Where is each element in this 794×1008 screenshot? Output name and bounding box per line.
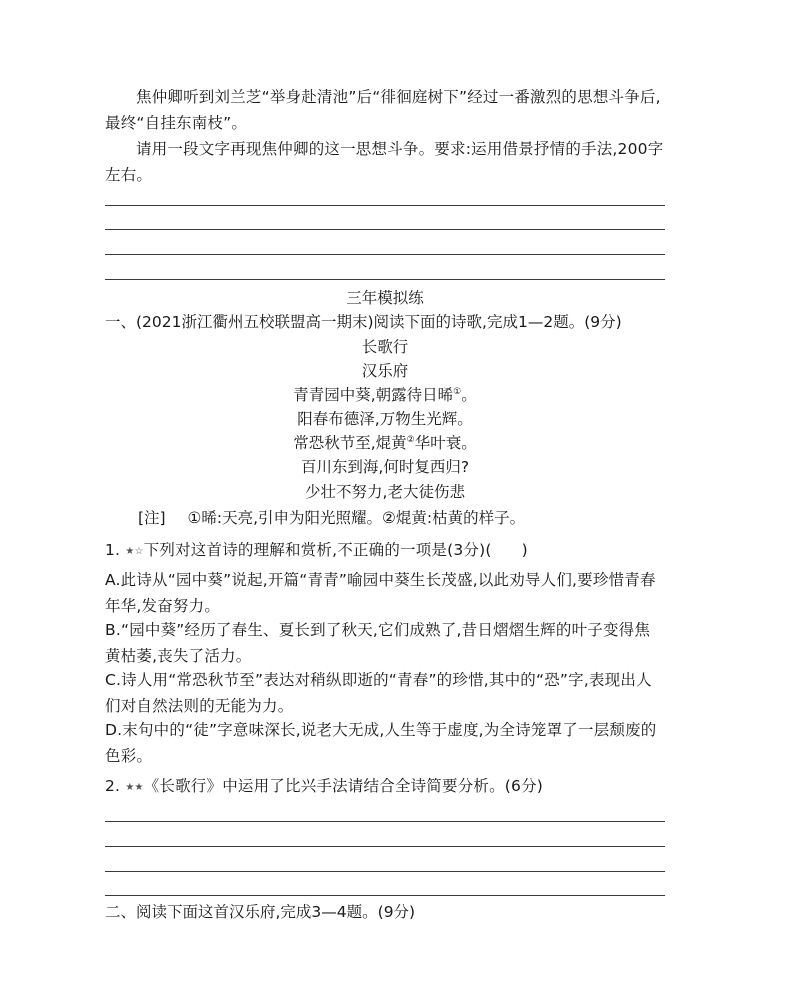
poem-line-4: 百川东到海,何时复西归?: [300, 458, 470, 476]
poem-line-5: 少壮不努力,老大徒伤悲: [305, 483, 465, 501]
answer-line[interactable]: [105, 871, 665, 872]
answer-line[interactable]: [105, 279, 665, 280]
poem-line-3: [105, 431, 665, 455]
answer-line[interactable]: [105, 895, 665, 896]
prev-question-paragraph-2: 请用一段文字再现焦仲卿的这一思想斗争。要求:运用借景抒情的手法,200字左右。: [105, 140, 664, 184]
poem-note: [138, 506, 525, 530]
answer-line[interactable]: [105, 205, 665, 206]
poem-line-2: 阳春布德泽,万物生光辉。: [297, 410, 473, 428]
question-2: [105, 773, 665, 801]
part2-heading: 二、阅读下面这首汉乐府,完成3—4题。(9分): [105, 903, 416, 921]
question-close-paren: ): [521, 541, 528, 559]
difficulty-star-icon: ★★: [125, 782, 144, 793]
note-label: [注]: [138, 509, 166, 527]
question-stem: 《长歌行》中运用了比兴手法请结合全诗简要分析。(6分): [143, 777, 544, 795]
poem-line-text: 常恐秋节至,焜黄: [293, 434, 407, 452]
footnote-marker-1: ①: [453, 386, 462, 397]
option-a: A.此诗从“园中葵”说起,开篇“青青”喻园中葵生长茂盛,以此劝导人们,要珍惜青春年华,发奋努力。: [105, 571, 656, 615]
question-stem: 下列对这首诗的理解和赏析,不正确的一项是(3分)(: [143, 541, 492, 559]
question-number: 1.: [105, 541, 121, 559]
poem-line-text: 青青园中葵,朝露待日晞: [293, 386, 454, 404]
answer-line[interactable]: [105, 229, 665, 230]
option-c: C.诗人用“常恐秋节至”表达对稍纵即逝的“青春”的珍惜,其中的“恐”字,表现出人们对自然法则的无能为力。: [105, 671, 652, 715]
note-text: ①晞:天亮,引申为阳光照耀。②焜黄:枯黄的样子。: [187, 509, 526, 527]
section-title: 三年模拟练: [346, 289, 424, 307]
poem-line-1: [105, 383, 665, 407]
answer-line[interactable]: [105, 846, 665, 847]
difficulty-star-icon: ★☆: [125, 546, 144, 557]
poem-line-punct: 。: [461, 386, 477, 404]
poem-title: 长歌行: [361, 338, 409, 356]
poem-author: 汉乐府: [361, 362, 409, 380]
prev-question-paragraph-1: 焦仲卿听到刘兰芝“举身赴清池”后“徘徊庭树下”经过一番激烈的思想斗争后,最终“自挂东南枝”。: [105, 88, 661, 132]
option-d: D.末句中的“徒”字意味深长,说老大无成,人生等于虚度,为全诗笼罩了一层颓废的色彩。: [105, 721, 657, 765]
footnote-marker-2: ②: [406, 434, 415, 445]
part1-heading: 一、(2021浙江衢州五校联盟高一期末)阅读下面的诗歌,完成1—2题。(9分): [105, 313, 622, 331]
answer-line[interactable]: [105, 821, 665, 822]
answer-line[interactable]: [105, 254, 665, 255]
option-b: B.“园中葵”经历了春生、夏长到了秋天,它们成熟了,昔日熠熠生辉的叶子变得焦黄枯萎,丧失了活力。: [105, 621, 651, 665]
question-1: [105, 537, 665, 565]
poem-line-rest: 华叶衰。: [414, 434, 477, 452]
question-number: 2.: [105, 777, 121, 795]
